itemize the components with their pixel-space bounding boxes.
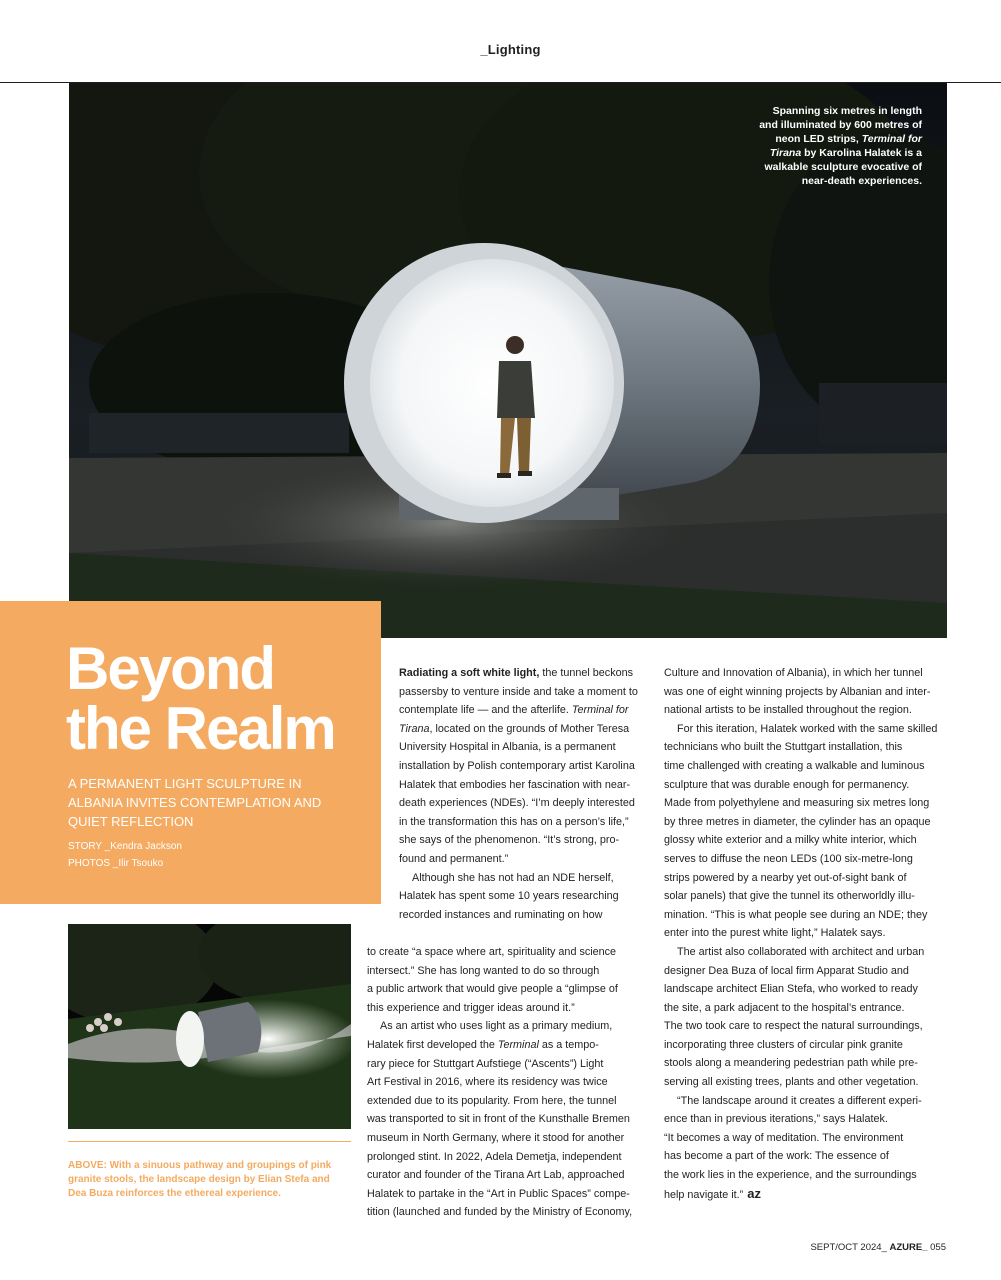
hero-photo — [69, 83, 947, 638]
hero-caption: Spanning six metres in length and illuminated by 600 metres of neon LED strips, Terminal for Tirana by Karolina Halatek is a walkable sculpture evocative of near-death experiences. — [759, 105, 922, 187]
photo-credit: PHOTOS _Ilir Tsouko — [68, 858, 164, 869]
credits — [68, 838, 182, 872]
body-column-2: Culture and Innovation of Albania), in which her tunnel was one of eight winning projects by Albanian and inter- national artists to be installed throughout the region. For this iteration, Halatek worked with the same skilled technicians who built the Stuttgart installation, this time challenged with creating a walkable and luminous sculpture that was durable enough for permanency. Made from polyethylene and measuring six metres long by three metres in diameter, the cylinder has an opaque glossy white exterior and a milky white interior, which serves to diffuse the neon LEDs (100 six-metre-long strips powered by a nearby yet out-of-sight bank of solar panels) that give the tunnel its otherworldly illu- mination. “This is what people see during an NDE; they enter into the purest white light,” Halatek says. The artist also collaborated with architect and urban designer Dea Buza of local firm Apparat Studio and landscape architect Elian Stefa, who worked to ready the site, a park adjacent to the hospital’s entrance. The two took care to respect the natural surroundings, incorporating three clusters of circular pink granite stools along a meandering pedestrian path while pre- serving all existing trees, plants and other vegetation. “The landscape around it creates a different experi- ence than in previous iterations,” says Halatek. “It becomes a way of meditation. The environment has become a part of the work: The essence of the work lies in the experience, and the surroundings help navigate it.” az — [664, 667, 938, 1201]
section-label: _Lighting — [480, 42, 541, 57]
inset-caption: ABOVE: With a sinuous pathway and groupings of pink granite stools, the landscape design by Elian Stefa and Dea Buza reinforces the ethereal experience. — [68, 1160, 332, 1199]
headline-line-1: Beyond — [66, 635, 275, 702]
headline — [66, 635, 335, 762]
folio-issue: SEPT/OCT 2024_ — [810, 1242, 890, 1253]
title-block — [0, 601, 381, 904]
caption-rule — [68, 1141, 351, 1142]
folio-brand: AZURE_ — [889, 1242, 928, 1253]
body-column-1: Radiating a soft white light, the tunnel beckons passersby to venture inside and take a moment to contemplate life — and the afterlife. Terminal for Tirana, located on the grounds of Mother Teresa University Hospital in Albania, is a permanent installation by Polish contemporary artist Karolina Halatek that embodies her fascination with near- death experiences (NDEs). “I’m deeply interested in the transformation this has on a person’s life,” she says of the phenomenon. “It’s strong, pro- found and permanent.” Although she has not had an NDE herself, Halatek has spent some 10 years researching recorded instances and ruminating on how — [399, 667, 638, 921]
deck: A PERMANENT LIGHT SCULPTURE IN ALBANIA INVITES CONTEMPLATION AND QUIET REFLECTION — [68, 776, 322, 829]
end-mark: az — [747, 1185, 761, 1201]
inset-photo — [68, 924, 351, 1129]
inset-illustration — [68, 924, 351, 1129]
lead-in: Radiating a soft white light, — [399, 667, 540, 679]
headline-line-2: the Realm — [66, 695, 335, 762]
folio-page: 055 — [927, 1242, 946, 1253]
story-credit: STORY _Kendra Jackson — [68, 841, 182, 852]
folio — [810, 1242, 946, 1253]
body-column-1-continued: to create “a space where art, spirituality and science intersect.” She has long wanted to do so through a public artwork that would give people a “glimpse of this experience and trigger ideas around it.” As an artist who uses light as a primary medium, Halatek first developed the Terminal as a tempo- rary piece for Stuttgart Aufstiege (“Ascents”) Light Art Festival in 2016, where its residency was twice extended due to its popularity. From here, the tunnel was transported to sit in front of the Kunsthalle Bremen museum in North Germany, where it stood for another prolonged stint. In 2022, Adela Demetja, independent curator and founder of the Tirana Art Lab, approached Halatek to partake in the “Art in Public Spaces” compe- tition (launched and funded by the Ministry of Economy, — [367, 946, 633, 1219]
